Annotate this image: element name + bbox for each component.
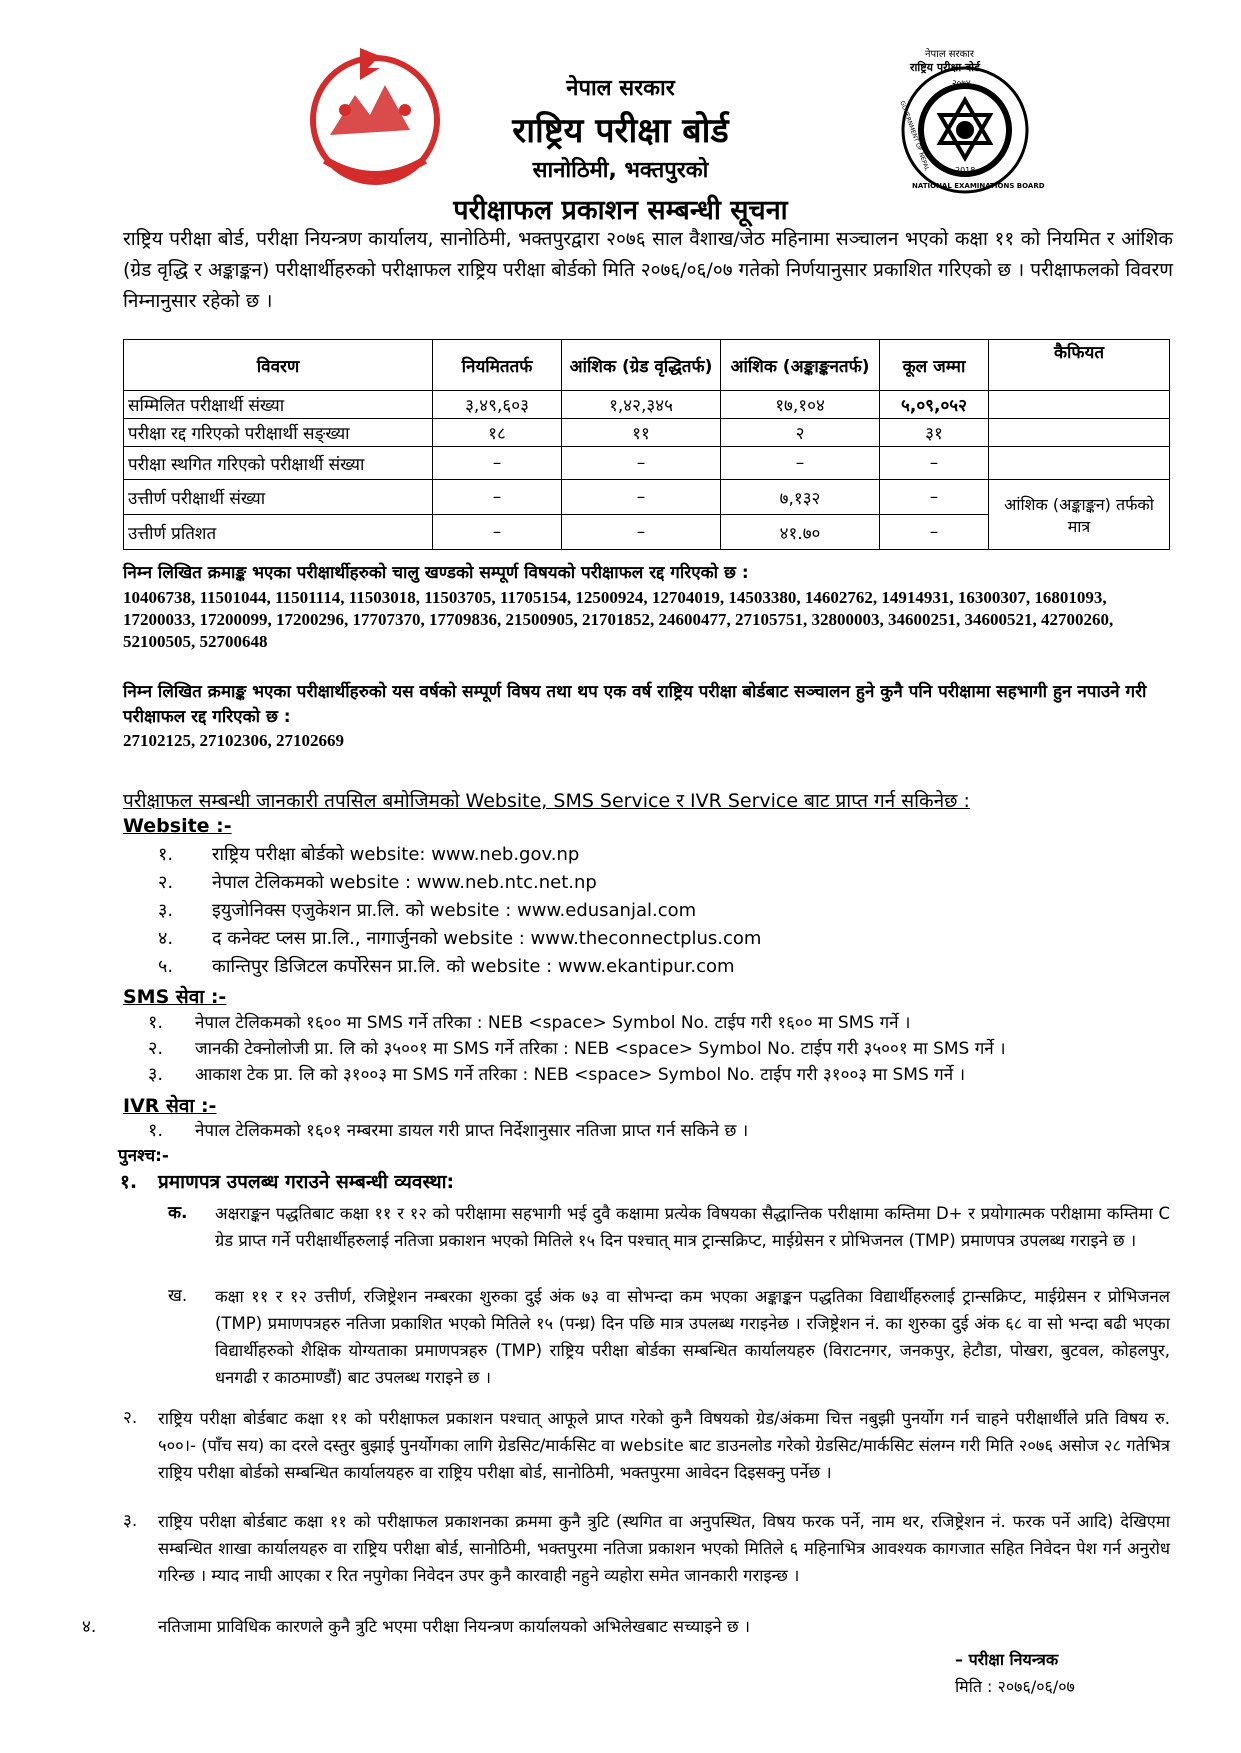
- list-number: १.: [158, 844, 174, 865]
- list-item: जानकी टेक्नोलोजी प्रा. लि को ३५००१ मा SMS गर्ने तरिका : NEB <space> Symbol No. टाईप गरी ३५००१ मा SMS गर्ने ।: [195, 1039, 1006, 1059]
- list-item: इयुजोनिक्स एजुकेशन प्रा.लि. को website : www.edusanjal.com: [212, 900, 697, 921]
- table-row: [124, 480, 1170, 515]
- ps-item-3: राष्ट्रिय परीक्षा बोर्डबाट कक्षा ११ को परीक्षाफल प्रकाशनका क्रममा कुनै त्रुटि (स्थगित वा अनुपस्थित, विषय फरक पर्ने, नाम थर, रजिष्ट्रेशन नं. फरक पर्ने आदि) देखिएमा सम्बन्धित शाखा कार्यालयहरु वा राष्ट्रिय परीक्षा बोर्ड, सानोठिमी, भक्तपुरमा नतिजा प्रकाशन भएको मितिले ६ महिनाभित्र आवश्यक कागजात सहित निवेदन पेश गर्न अनुरोध गरिन्छ । म्याद नाघी आएका र रित नपुगेका निवेदन उपर कुनै कारवाही नहुने व्यहोरा समेत जानकारी गराइन्छ ।: [158, 1512, 1170, 1585]
- table-cell: –: [433, 515, 562, 550]
- table-cell: [989, 391, 1170, 419]
- table-header: कैफियत: [989, 340, 1170, 391]
- signature-title: – परीक्षा नियन्त्रक: [955, 1650, 1059, 1669]
- table-header: आंशिक (अङ्काङ्कनतर्फ): [721, 340, 880, 391]
- table-cell: ४१.७०: [721, 515, 880, 550]
- table-cell: ३,४९,६०३: [433, 391, 562, 419]
- table-header: आंशिक (ग्रेड वृद्धितर्फ): [562, 340, 721, 391]
- table-cell: परीक्षा रद्द गरिएको परीक्षार्थी सङ्ख्या: [124, 419, 433, 447]
- table-cell: –: [433, 480, 562, 515]
- list-number: २.: [148, 1038, 164, 1059]
- table-header: विवरण: [124, 340, 433, 391]
- sms-section-title: SMS सेवा :-: [123, 986, 227, 1008]
- ps-item-number: ३.: [123, 1511, 138, 1531]
- postscript-label: पुनश्च:-: [118, 1146, 169, 1166]
- table-cell: –: [880, 447, 989, 480]
- intro-paragraph: राष्ट्रिय परीक्षा बोर्ड, परीक्षा नियन्त्रण कार्यालय, सानोठिमी, भक्तपुरद्वारा २०७६ साल वैशाख/जेठ महिनामा सञ्चालन भएको कक्षा ११ को नियमित र आंशिक (ग्रेड वृद्धि र अङ्काङ्कन) परीक्षार्थीहरुको परीक्षाफल राष्ट्रिय परीक्षा बोर्डको मिति २०७६/०६/०७ गतेको निर्णयानुसार प्रकाशित गरिएको छ । परीक्षाफलको विवरण निम्नानुसार रहेको छ ।: [123, 228, 1173, 312]
- list-item: कान्तिपुर डिजिटल कर्पोरेसन प्रा.लि. को website : www.ekantipur.com: [212, 956, 735, 977]
- ps-sub-number: ख.: [168, 1286, 188, 1306]
- table-cell: ३१: [880, 419, 989, 447]
- cancel1-numbers: 10406738, 11501044, 11501114, 11503018, 11503705, 11705154, 12500924, 12704019, 14503380, 14602762, 14914931, 16300307, 16801093, 17200033, 17200099, 17200296, 17707370, 17709836, 21500905, 21701852, 24600477, 27105751, 32800003, 34600251, 34600521, 42700260, 52100505, 52700648: [123, 588, 1114, 651]
- list-number: १.: [148, 1012, 164, 1033]
- table-cell-remark: आंशिक (अङ्काङ्कन) तर्फको मात्र: [989, 480, 1170, 550]
- table-cell: [989, 419, 1170, 447]
- table-cell: सम्मिलित परीक्षार्थी संख्या: [124, 391, 433, 419]
- website-section-title: Website :-: [123, 815, 232, 837]
- table-cell: २: [721, 419, 880, 447]
- info-heading: परीक्षाफल सम्बन्धी जानकारी तपसिल बमोजिमको Website, SMS Service र IVR Service बाट प्राप्त गर्न सकिनेछ :: [123, 790, 970, 812]
- list-number: १.: [148, 1120, 164, 1141]
- table-header: नियमिततर्फ: [433, 340, 562, 391]
- table-cell: –: [880, 515, 989, 550]
- table-cell: –: [433, 447, 562, 480]
- list-item: नेपाल टेलिकमको website : www.neb.ntc.net.np: [212, 872, 597, 893]
- table-cell: उत्तीर्ण परीक्षार्थी संख्या: [124, 480, 433, 515]
- ps-sub-ka: अक्षराङ्कन पद्धतिबाट कक्षा ११ र १२ को परीक्षामा सहभागी भई दुवै कक्षामा प्रत्येक विषयका सैद्धान्तिक परीक्षामा कम्तिमा D+ र प्रयोगात्मक परीक्षामा कम्तिमा C ग्रेड प्राप्त गर्ने परीक्षार्थीहरुलाई नतिजा प्रकाशन भएको मितिले १५ दिन पश्चात् मात्र ट्रान्सक्रिप्ट, माईग्रेसन र प्रोभिजनल (TMP) प्रमाणपत्र उपलब्ध गराइने छ ।: [215, 1204, 1170, 1250]
- seal-arc-mid: राष्ट्रिय परीक्षा बोर्ड: [910, 61, 981, 74]
- table-cell: –: [562, 480, 721, 515]
- list-item: नेपाल टेलिकमको १६०१ नम्बरमा डायल गरी प्राप्त निर्देशानुसार नतिजा प्राप्त गर्न सकिने छ ।: [195, 1121, 749, 1141]
- seal-year2: 2018: [955, 166, 976, 175]
- notice-title: परीक्षाफल प्रकाशन सम्बन्धी सूचना: [453, 195, 788, 226]
- ps-item-number: २.: [123, 1408, 138, 1428]
- seal-arc-top: नेपाल सरकार: [925, 49, 974, 60]
- table-row: [124, 447, 1170, 480]
- ps-item-number: ४.: [82, 1617, 97, 1637]
- list-number: ३.: [158, 900, 174, 921]
- seal-bottom-arc: NATIONAL EXAMINATIONS BOARD: [912, 182, 1045, 190]
- table-row: [124, 391, 1170, 419]
- list-number: ५.: [158, 956, 174, 977]
- header-government: नेपाल सरकार: [566, 76, 675, 101]
- ivr-section-title: IVR सेवा :-: [123, 1095, 217, 1117]
- table-row: [124, 419, 1170, 447]
- result-table: [123, 339, 1170, 550]
- table-cell: १७,१०४: [721, 391, 880, 419]
- list-number: २.: [158, 872, 174, 893]
- table-cell: १,४२,३४५: [562, 391, 721, 419]
- table-header: कूल जम्मा: [880, 340, 989, 391]
- seal-left-arc: GOVERNMENT OF NEPAL: [898, 100, 931, 172]
- header-location: सानोठिमी, भक्तपुरको: [532, 158, 709, 183]
- ps-sub-kha: कक्षा ११ र १२ उत्तीर्ण, रजिष्ट्रेशन नम्बरका शुरुका दुई अंक ७३ वा सोभन्दा कम भएका अङ्काङ्कन पद्धतिका विद्यार्थीहरुलाई ट्रान्सक्रिप्ट, माईग्रेसन र प्रोभिजनल (TMP) प्रमाणपत्रहरु नतिजा प्रकाशित भएको मितिले १५ (पन्ध्र) दिन पछि मात्र उपलब्ध गराइनेछ । रजिष्ट्रेशन नं. का शुरुका दुई अंक ६८ वा सो भन्दा बढी भएका विद्यार्थीहरुको शैक्षिक योग्यताका प्रमाणपत्रहरु (TMP) राष्ट्रिय परीक्षा बोर्डका सम्बन्धित कार्यालयहरु (विराटनगर, जनकपुर, हेटौडा, पोखरा, बुटवल, कोहलपुर, धनगढी र काठमाण्डौं) बाट उपलब्ध गराइने छ ।: [215, 1287, 1170, 1387]
- list-item: आकाश टेक प्रा. लि को ३१००३ मा SMS गर्ने तरिका : NEB <space> Symbol No. टाईप गरी ३१००३ मा SMS गर्ने ।: [195, 1065, 966, 1085]
- table-cell: –: [562, 515, 721, 550]
- ps-item-title: प्रमाणपत्र उपलब्ध गराउने सम्बन्धी व्यवस्था:: [158, 1171, 455, 1193]
- signature-date: मिति : २०७६/०६/०७: [955, 1677, 1075, 1696]
- list-item: राष्ट्रिय परीक्षा बोर्डको website: www.neb.gov.np: [212, 844, 580, 865]
- ps-item-2: राष्ट्रिय परीक्षा बोर्डबाट कक्षा ११ को परीक्षाफल प्रकाशन पश्चात् आफूले प्राप्त गरेको कुनै विषयको ग्रेड/अंकमा चित्त नबुझी पुनर्योग गर्न चाहने परीक्षार्थीले प्रति विषय रु. ५००।- (पाँच सय) का दरले दस्तुर बुझाई पुनर्योगका लागि ग्रेडसिट/मार्कसिट वा website बाट डाउनलोड गरेको ग्रेडसिट/मार्कसिट संलग्न गरी मिति २०७६ असोज २८ गतेभित्र राष्ट्रिय परीक्षा बोर्डको सम्बन्धित कार्यालयहरु वा राष्ट्रिय परीक्षा बोर्ड, सानोठिमी, भक्तपुरमा आवेदन दिइसक्नु पर्नेछ ।: [158, 1409, 1170, 1482]
- cancel1-heading: निम्न लिखित क्रमाङ्क भएका परीक्षार्थीहरुको चालु खण्डको सम्पूर्ण विषयको परीक्षाफल रद्द गरिएको छ :: [123, 563, 749, 583]
- table-header-row: [124, 340, 1170, 391]
- seal-year: २०७४: [952, 79, 971, 89]
- header-board-name: राष्ट्रिय परीक्षा बोर्ड: [512, 111, 729, 151]
- list-number: ३.: [148, 1064, 164, 1085]
- ps-sub-number: क.: [168, 1203, 188, 1223]
- table-cell: –: [721, 447, 880, 480]
- list-item: द कनेक्ट प्लस प्रा.लि., नागार्जुनको website : www.theconnectplus.com: [212, 928, 762, 949]
- table-cell: ११: [562, 419, 721, 447]
- list-item: नेपाल टेलिकमको १६०० मा SMS गर्ने तरिका : NEB <space> Symbol No. टाईप गरी १६०० मा SMS गर्ने ।: [195, 1013, 911, 1033]
- table-cell: –: [880, 480, 989, 515]
- ps-item-4: नतिजामा प्राविधिक कारणले कुनै त्रुटि भएमा परीक्षा नियन्त्रण कार्यालयको अभिलेखबाट सच्याइने छ ।: [158, 1617, 751, 1636]
- cancel2-heading: निम्न लिखित क्रमाङ्क भएका परीक्षार्थीहरुको यस वर्षको सम्पूर्ण विषय तथा थप एक वर्ष राष्ट्रिय परीक्षा बोर्डबाट सञ्चालन हुने कुनै पनि परीक्षामा सहभागी हुन नपाउने गरी परीक्षाफल रद्द गरिएको छ :: [123, 682, 1147, 727]
- table-cell: ५,०९,०५२: [880, 391, 989, 419]
- table-cell: उत्तीर्ण प्रतिशत: [124, 515, 433, 550]
- table-cell: परीक्षा स्थगित गरिएको परीक्षार्थी संख्या: [124, 447, 433, 480]
- list-number: ४.: [158, 928, 174, 949]
- table-cell: १८: [433, 419, 562, 447]
- ps-item-number: १.: [120, 1171, 138, 1193]
- table-cell: ७,१३२: [721, 480, 880, 515]
- table-cell: [989, 447, 1170, 480]
- cancel2-numbers: 27102125, 27102306, 27102669: [123, 731, 344, 750]
- table-cell: –: [562, 447, 721, 480]
